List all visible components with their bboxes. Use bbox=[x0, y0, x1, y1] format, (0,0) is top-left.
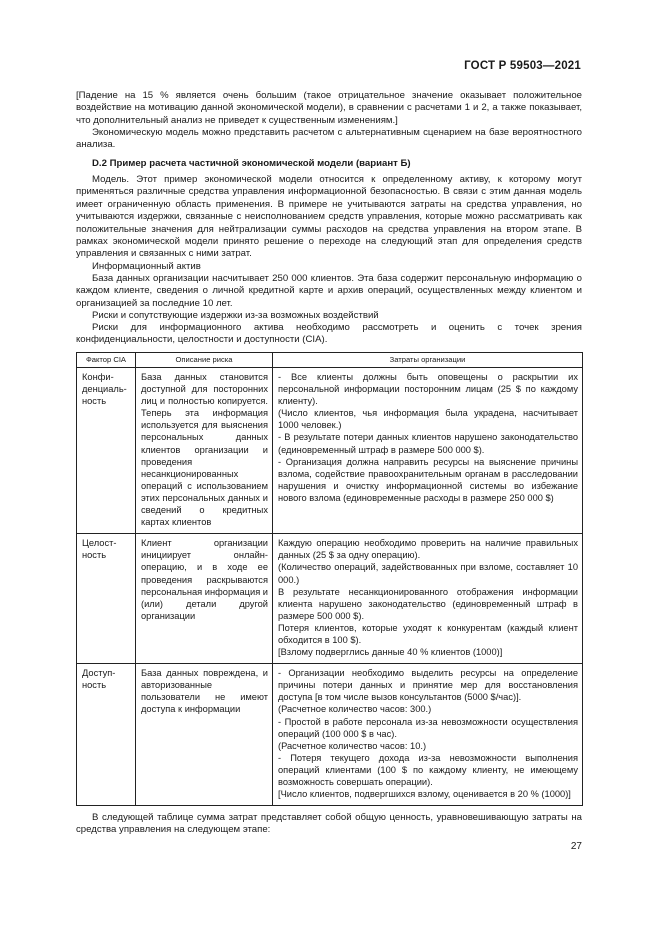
paragraph-alternative-scenario: Экономическую модель можно представить расчетом с альтернативным сценарием на базе вероятностного анализа. bbox=[76, 127, 582, 151]
paragraph-model: Модель. Этот пример экономической модели относится к определенному активу, к которому могут применяться различные средства управления информационной безопасностью. В связи с этим данная модель имеет ограниченную область применения. В примере не учитываются затраты на средства управления, но учитываются издержки, связанные с неисполнованием средств управления, которые можно рассматривать как положительные значения для нейтрализации суммы расходов на средства управления на втором этапе. В рамках экономической модели принято решение о переходе на следующий этап для определения средств управления и связанных с ними затрат. bbox=[76, 174, 582, 260]
section-heading-d2: D.2 Пример расчета частичной экономической модели (вариант Б) bbox=[92, 158, 411, 169]
table-row-availability bbox=[77, 664, 583, 806]
standard-number: ГОСТ Р 59503—2021 bbox=[464, 60, 581, 72]
cell-factor: Конфи- денциаль- ность bbox=[77, 368, 136, 534]
header-cia-factor: Фактор CIA bbox=[77, 353, 136, 368]
cell-description: Клиент организации инициирует онлайн-операцию, и в ходе ее проведения раскрываются персональная информация и (или) детали другой организации bbox=[136, 534, 273, 664]
paragraph-risks-title: Риски и сопутствующие издержки из-за возможных воздействий bbox=[92, 310, 379, 321]
cell-cost: - Организации необходимо выделить ресурсы на определение причины потери данных и принятие мер для восстановления доступа [в том числе вызов консультантов (5000 $/час)]. (Расчетное количество часов: 300.) - Простой в работе персонала из-за невозможности осуществления операций (100 000 $ в час). (Расчетное количество часов: 10.) - Потеря текущего дохода из-за невозможности выполнения операций клиентами (100 $ по каждому клиенту, не имеющему возможность совершать операции). [Число клиентов, подвергшихся взлому, оценивается в 20 % (1000)] bbox=[273, 664, 583, 806]
paragraph-database: База данных организации насчитывает 250 000 клиентов. Эта база содержит персональную информацию о каждом клиенте, сведения о личной кредитной карте и архив операций, осуществленных между клиентом и организацией за последние 10 лет. bbox=[76, 273, 582, 309]
cell-factor: Доступ- ность bbox=[77, 664, 136, 806]
cell-cost: - Все клиенты должны быть оповещены о раскрытии их персональной информации посторонним лицам (25 $ по каждому клиенту). (Число клиентов, чья информация была украдена, насчитывает 1000 человек.) - В результате потери данных клиентов нарушено законодательство (единовременный штраф в размере 500 000 $). - Организация должна направить ресурсы на выяснение причины взлома, содействие правоохранительным органам в расследовании нарушения и очистку информационной системы во избежание нового взлома (единовременные расходы в размере 250 000 $) bbox=[273, 368, 583, 534]
paragraph-info-asset-title: Информационный актив bbox=[92, 261, 201, 272]
risk-table bbox=[76, 352, 583, 806]
cell-cost: Каждую операцию необходимо проверить на наличие правильных данных (25 $ за одну операцию). (Количество операций, задействованных при взломе, составляет 10 000.) В результате несанкционированного отображения информации клиента нарушено законодательство (единовременный штраф в размере 500 000 $). Потеря клиентов, которые уходят к конкурентам (каждый клиент обходится в 100 $). [Взлому подверглись данные 40 % клиентов (1000)] bbox=[273, 534, 583, 664]
cell-description: База данных повреждена, и авторизованные пользователи не имеют доступа к информации bbox=[136, 664, 273, 806]
cell-description: База данных становится доступной для посторонних лиц и полностью копируется. Теперь эта информация используется для выяснения персональных данных клиентов организации и проведения несанкционированных операций с использованием этих персональных данных и сведений о кредитных картах клиентов bbox=[136, 368, 273, 534]
paragraph-following-table: В следующей таблице сумма затрат представляет собой общую ценность, уравновешивающую затраты на средства управления на следующем этапе: bbox=[76, 812, 582, 836]
table-row-integrity bbox=[77, 534, 583, 664]
page-number: 27 bbox=[570, 841, 582, 852]
header-organization-costs: Затраты организации bbox=[273, 353, 583, 368]
paragraph-drop-note: [Падение на 15 % является очень большим (такое отрицательное значение оказывает положительное воздействие на мотивацию данной экономической модели), в сравнении с расчетами 1 и 2, а также показывает, что дополнительный анализ не приведет к существенным изменениям.] bbox=[76, 90, 582, 126]
table-row-confidentiality bbox=[77, 368, 583, 534]
paragraph-cia: Риски для информационного актива необходимо рассмотреть и оценить с точек зрения конфиденциальности, целостности и доступности (CIA). bbox=[76, 322, 582, 346]
table-header-row bbox=[77, 353, 583, 368]
header-risk-description: Описание риска bbox=[136, 353, 273, 368]
cell-factor: Целост- ность bbox=[77, 534, 136, 664]
